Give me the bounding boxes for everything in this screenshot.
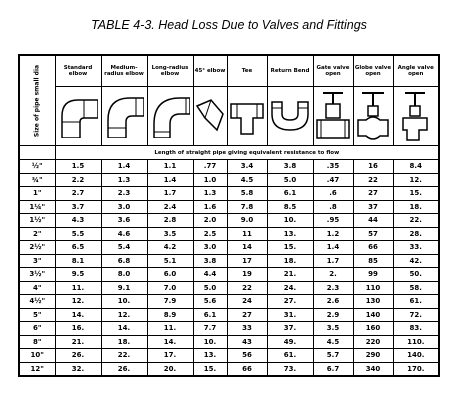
head-loss-cell: 1.4 [147, 173, 193, 187]
table-row [19, 322, 439, 336]
head-loss-cell: 5.0 [193, 281, 227, 295]
head-loss-cell: 27. [267, 295, 313, 309]
head-loss-cell: 2.9 [313, 308, 353, 322]
head-loss-cell: 14. [101, 322, 147, 336]
head-loss-cell: 1.4 [313, 241, 353, 255]
head-loss-cell: 4.4 [193, 268, 227, 282]
head-loss-cell: 1.0 [193, 173, 227, 187]
head-loss-cell: 33 [227, 322, 267, 336]
col-medium-radius-elbow: Medium-radius elbow [101, 55, 147, 87]
head-loss-cell: 11 [227, 227, 267, 241]
head-loss-cell: 2.5 [193, 227, 227, 241]
head-loss-cell: 21. [55, 335, 101, 349]
head-loss-cell: 5.5 [55, 227, 101, 241]
head-loss-cell: 61. [393, 295, 439, 309]
head-loss-cell: 43 [227, 335, 267, 349]
head-loss-cell: 1.2 [313, 227, 353, 241]
table-row [19, 214, 439, 228]
head-loss-cell: 4.2 [147, 241, 193, 255]
table-row [19, 362, 439, 376]
table-row [19, 241, 439, 255]
head-loss-cell: 3.5 [147, 227, 193, 241]
head-loss-cell: 6.5 [55, 241, 101, 255]
long-radius-elbow-icon [147, 87, 193, 146]
head-loss-cell: 2.0 [193, 214, 227, 228]
table-row [19, 160, 439, 174]
head-loss-cell: 15. [267, 241, 313, 255]
pipe-size-cell: 6" [19, 322, 55, 336]
globe-valve-icon [353, 87, 393, 146]
standard-elbow-icon [55, 87, 101, 146]
head-loss-cell: 130 [353, 295, 393, 309]
pipe-size-cell: 10" [19, 349, 55, 363]
head-loss-cell: 22 [353, 173, 393, 187]
elbow-45-icon [193, 87, 227, 146]
head-loss-cell: 2.2 [55, 173, 101, 187]
head-loss-cell: 18. [101, 335, 147, 349]
head-loss-cell: 1.6 [193, 200, 227, 214]
head-loss-cell: 5.8 [227, 187, 267, 201]
head-loss-cell: 14 [227, 241, 267, 255]
head-loss-cell: 26. [101, 362, 147, 376]
head-loss-cell: 5.4 [101, 241, 147, 255]
head-loss-cell: 12. [101, 308, 147, 322]
table-title: TABLE 4-3. Head Loss Due to Valves and Fittings [91, 18, 367, 32]
head-loss-cell: 1.3 [193, 187, 227, 201]
head-loss-cell: 22 [227, 281, 267, 295]
head-loss-cell: .77 [193, 160, 227, 174]
head-loss-cell: 11. [55, 281, 101, 295]
tee-icon [227, 87, 267, 146]
head-loss-cell: 58. [393, 281, 439, 295]
head-loss-cell: 6.1 [267, 187, 313, 201]
head-loss-cell: 3.8 [267, 160, 313, 174]
pipe-size-cell: 5" [19, 308, 55, 322]
head-loss-cell: 5.1 [147, 254, 193, 268]
head-loss-cell: 6.7 [313, 362, 353, 376]
head-loss-cell: 3.8 [193, 254, 227, 268]
head-loss-cell: 1.4 [101, 160, 147, 174]
head-loss-cell: 16. [55, 322, 101, 336]
head-loss-cell: 2.6 [313, 295, 353, 309]
head-loss-cell: 12. [393, 173, 439, 187]
head-loss-cell: 220 [353, 335, 393, 349]
table-row [19, 227, 439, 241]
pipe-size-cell: 1¼" [19, 200, 55, 214]
head-loss-cell: 3.4 [227, 160, 267, 174]
size-header-label: Size of pipe small dia [33, 64, 41, 137]
table-row [19, 173, 439, 187]
head-loss-cell: 37 [353, 200, 393, 214]
head-loss-cell: 22. [393, 214, 439, 228]
head-loss-cell: 73. [267, 362, 313, 376]
pipe-size-cell: 1½" [19, 214, 55, 228]
head-loss-cell: 85 [353, 254, 393, 268]
head-loss-cell: 8.9 [147, 308, 193, 322]
head-loss-cell: 42. [393, 254, 439, 268]
head-loss-cell: 9.0 [227, 214, 267, 228]
head-loss-cell: 28. [393, 227, 439, 241]
head-loss-cell: 2.8 [147, 214, 193, 228]
head-loss-cell: 16 [353, 160, 393, 174]
col-gate-valve: Gate valve open [313, 55, 353, 87]
head-loss-cell: 4.3 [55, 214, 101, 228]
head-loss-cell: 2.3 [313, 281, 353, 295]
head-loss-cell: 140. [393, 349, 439, 363]
head-loss-cell: 7.9 [147, 295, 193, 309]
head-loss-table [18, 54, 440, 377]
head-loss-cell: 44 [353, 214, 393, 228]
head-loss-cell: 7.0 [147, 281, 193, 295]
head-loss-cell: 17. [147, 349, 193, 363]
table-row [19, 187, 439, 201]
head-loss-cell: 140 [353, 308, 393, 322]
table-row [19, 349, 439, 363]
pipe-size-cell: 4" [19, 281, 55, 295]
head-loss-cell: 9.5 [55, 268, 101, 282]
head-loss-cell: 83. [393, 322, 439, 336]
head-loss-cell: 27 [227, 308, 267, 322]
head-loss-cell: 18. [267, 254, 313, 268]
head-loss-cell: 66 [227, 362, 267, 376]
table-row [19, 295, 439, 309]
pipe-size-cell: ¾" [19, 173, 55, 187]
head-loss-cell: 2. [313, 268, 353, 282]
head-loss-cell: 18. [393, 200, 439, 214]
head-loss-cell: 160 [353, 322, 393, 336]
equivalent-length-label: Length of straight pipe giving equivalent resistance to flow [55, 146, 439, 160]
head-loss-cell: 3.0 [193, 241, 227, 255]
head-loss-cell: 37. [267, 322, 313, 336]
head-loss-cell: 14. [55, 308, 101, 322]
table-row [19, 254, 439, 268]
head-loss-cell: 1.5 [55, 160, 101, 174]
head-loss-cell: 4.5 [227, 173, 267, 187]
pipe-size-cell: 12" [19, 362, 55, 376]
head-loss-cell: 27 [353, 187, 393, 201]
head-loss-cell: 2.4 [147, 200, 193, 214]
table-row [19, 268, 439, 282]
gate-valve-icon [313, 87, 353, 146]
table-row [19, 281, 439, 295]
head-loss-cell: 2.7 [55, 187, 101, 201]
pipe-size-cell: 3" [19, 254, 55, 268]
col-long-radius-elbow: Long-radius elbow [147, 55, 193, 87]
head-loss-cell: 12. [55, 295, 101, 309]
head-loss-cell: 6.8 [101, 254, 147, 268]
head-loss-cell: 10. [267, 214, 313, 228]
head-loss-cell: 33. [393, 241, 439, 255]
pipe-size-cell: ½" [19, 160, 55, 174]
head-loss-cell: 5.7 [313, 349, 353, 363]
head-loss-cell: 3.6 [101, 214, 147, 228]
head-loss-cell: 61. [267, 349, 313, 363]
head-loss-cell: 66 [353, 241, 393, 255]
head-loss-cell: 26. [55, 349, 101, 363]
head-loss-cell: 5.6 [193, 295, 227, 309]
head-loss-cell: 8.0 [101, 268, 147, 282]
head-loss-cell: .8 [313, 200, 353, 214]
head-loss-cell: 32. [55, 362, 101, 376]
col-return-bend: Return Bend [267, 55, 313, 87]
head-loss-cell: 15. [393, 187, 439, 201]
size-column-header [19, 55, 55, 146]
head-loss-cell: .6 [313, 187, 353, 201]
col-45-elbow: 45° elbow [193, 55, 227, 87]
head-loss-cell: 13. [267, 227, 313, 241]
head-loss-cell: 11. [147, 322, 193, 336]
head-loss-cell: 110. [393, 335, 439, 349]
head-loss-cell: 4.6 [101, 227, 147, 241]
span-spacer [19, 146, 55, 160]
head-loss-cell: .95 [313, 214, 353, 228]
col-globe-valve: Globe valve open [353, 55, 393, 87]
head-loss-cell: 5.0 [267, 173, 313, 187]
pipe-size-cell: 3½" [19, 268, 55, 282]
head-loss-cell: .35 [313, 160, 353, 174]
head-loss-cell: 7.8 [227, 200, 267, 214]
head-loss-cell: 1.1 [147, 160, 193, 174]
head-loss-cell: 6.0 [147, 268, 193, 282]
pipe-size-cell: 2" [19, 227, 55, 241]
head-loss-cell: 20. [147, 362, 193, 376]
head-loss-cell: .47 [313, 173, 353, 187]
head-loss-cell: 110 [353, 281, 393, 295]
head-loss-cell: 7.7 [193, 322, 227, 336]
table-row [19, 308, 439, 322]
pipe-size-cell: 2½" [19, 241, 55, 255]
head-loss-cell: 1.3 [101, 173, 147, 187]
pipe-size-cell: 1" [19, 187, 55, 201]
head-loss-cell: 21. [267, 268, 313, 282]
head-loss-cell: 31. [267, 308, 313, 322]
col-standard-elbow: Standard elbow [55, 55, 101, 87]
table-row [19, 335, 439, 349]
head-loss-cell: 13. [193, 349, 227, 363]
head-loss-cell: 290 [353, 349, 393, 363]
head-loss-cell: 99 [353, 268, 393, 282]
head-loss-cell: 3.5 [313, 322, 353, 336]
head-loss-cell: 10. [193, 335, 227, 349]
head-loss-cell: 1.7 [313, 254, 353, 268]
head-loss-cell: 22. [101, 349, 147, 363]
head-loss-cell: 8.1 [55, 254, 101, 268]
head-loss-cell: 57 [353, 227, 393, 241]
head-loss-cell: 4.5 [313, 335, 353, 349]
head-loss-cell: 6.1 [193, 308, 227, 322]
head-loss-cell: 19 [227, 268, 267, 282]
pipe-size-cell: 8" [19, 335, 55, 349]
head-loss-cell: 50. [393, 268, 439, 282]
head-loss-cell: 3.0 [101, 200, 147, 214]
head-loss-cell: 1.7 [147, 187, 193, 201]
head-loss-cell: 8.4 [393, 160, 439, 174]
col-angle-valve: Angle valve open [393, 55, 439, 87]
medium-radius-elbow-icon [101, 87, 147, 146]
col-tee: Tee [227, 55, 267, 87]
head-loss-cell: 170. [393, 362, 439, 376]
pipe-size-cell: 4½" [19, 295, 55, 309]
head-loss-cell: 14. [147, 335, 193, 349]
head-loss-cell: 24 [227, 295, 267, 309]
head-loss-cell: 49. [267, 335, 313, 349]
head-loss-cell: 10. [101, 295, 147, 309]
table-row [19, 200, 439, 214]
head-loss-cell: 9.1 [101, 281, 147, 295]
head-loss-cell: 24. [267, 281, 313, 295]
head-loss-cell: 8.5 [267, 200, 313, 214]
head-loss-cell: 3.7 [55, 200, 101, 214]
angle-valve-icon [393, 87, 439, 146]
head-loss-cell: 340 [353, 362, 393, 376]
head-loss-cell: 2.3 [101, 187, 147, 201]
head-loss-cell: 15. [193, 362, 227, 376]
return-bend-icon [267, 87, 313, 146]
head-loss-cell: 72. [393, 308, 439, 322]
head-loss-cell: 56 [227, 349, 267, 363]
head-loss-cell: 17 [227, 254, 267, 268]
